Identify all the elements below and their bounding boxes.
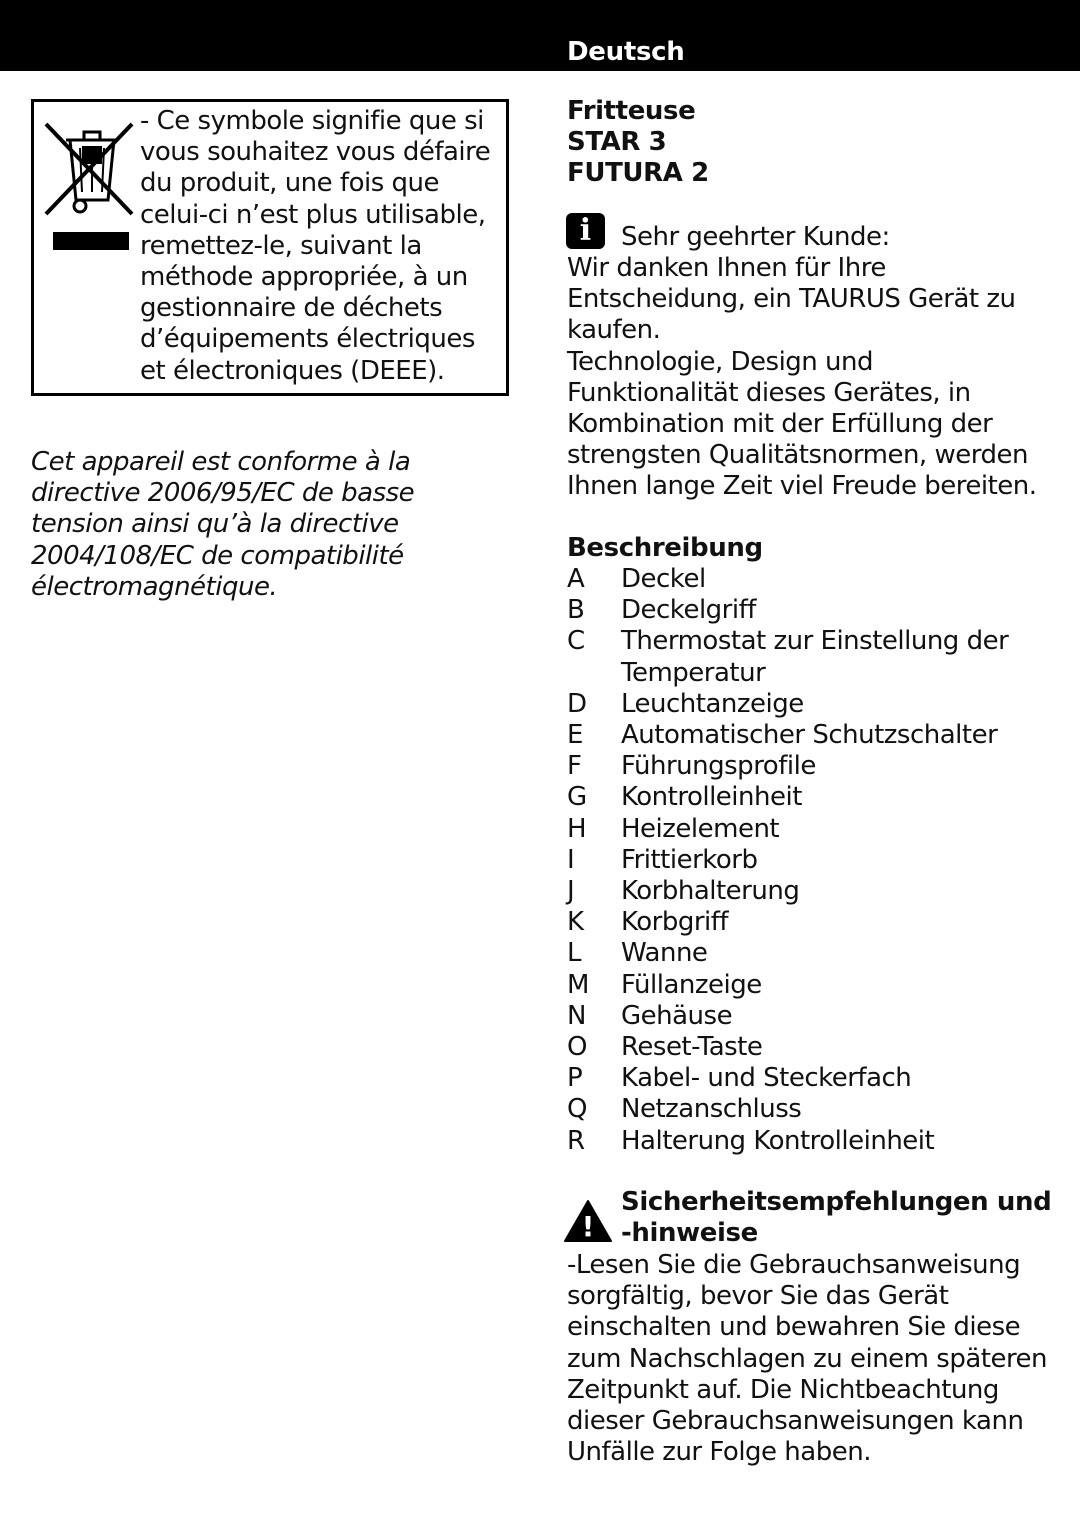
list-item bbox=[567, 689, 1067, 720]
list-item bbox=[567, 907, 1067, 938]
part-letter: E bbox=[567, 720, 583, 751]
list-item bbox=[567, 1063, 1067, 1094]
language-title: Deutsch bbox=[567, 37, 685, 67]
part-description: Deckel bbox=[621, 564, 706, 594]
part-letter: I bbox=[567, 844, 575, 875]
part-description: Gehäuse bbox=[621, 1000, 733, 1031]
part-letter: C bbox=[567, 626, 585, 657]
list-item bbox=[567, 782, 1067, 813]
list-item bbox=[567, 814, 1067, 845]
part-description: Netzanschluss bbox=[621, 1094, 802, 1125]
list-item bbox=[567, 876, 1067, 907]
list-item bbox=[567, 595, 1067, 626]
part-letter: P bbox=[567, 1063, 583, 1094]
list-item bbox=[567, 1094, 1067, 1125]
part-letter: N bbox=[567, 1000, 586, 1031]
list-item bbox=[567, 845, 1067, 876]
part-description: Thermostat zur Einstellung der Temperatur bbox=[621, 626, 1009, 688]
part-description: Korbhalterung bbox=[621, 876, 800, 907]
list-item bbox=[567, 1001, 1067, 1032]
product-model-1: STAR 3 bbox=[567, 127, 667, 158]
list-item bbox=[567, 938, 1067, 969]
part-letter: J bbox=[567, 876, 575, 907]
part-description: Leuchtanzeige bbox=[621, 688, 804, 719]
warning-triangle-icon bbox=[563, 1199, 613, 1243]
part-description: Deckelgriff bbox=[621, 595, 756, 626]
part-description: Frittierkorb bbox=[621, 844, 758, 875]
safety-paragraph: -Lesen Sie die Gebrauchsanweisung sorgfältig, bevor Sie das Gerät einschalten und bewahren Sie diese zum Nachschlagen zu einem späteren Zeitpunkt auf. Die Nichtbeachtung dieser Gebrauchsanweisungen kann Unfälle zur Folge haben. bbox=[567, 1250, 1048, 1468]
greeting: Sehr geehrter Kunde: bbox=[621, 222, 890, 252]
part-letter: K bbox=[567, 907, 584, 938]
part-description: Reset-Taste bbox=[621, 1032, 763, 1063]
part-description: Führungsprofile bbox=[621, 751, 816, 782]
part-description: Kontrolleinheit bbox=[621, 782, 802, 813]
list-item bbox=[567, 1126, 1067, 1157]
product-model-2: FUTURA 2 bbox=[567, 158, 709, 189]
part-letter: Q bbox=[567, 1094, 587, 1125]
weee-description: - Ce symbole signifie que si vous souhaitez vous défaire du produit, une fois que celui-ci n’est plus utilisable, remettez-le, suivant la méthode appropriée, à un gestionnaire de déchets d’équipements électriques et électroniques (DEEE). bbox=[140, 106, 491, 386]
part-description: Füllanzeige bbox=[621, 969, 762, 1000]
info-icon bbox=[566, 213, 605, 249]
warning-icon-glyph: ! bbox=[581, 1210, 595, 1243]
list-item bbox=[567, 626, 1067, 688]
part-letter: D bbox=[567, 688, 587, 719]
part-description: Heizelement bbox=[621, 813, 780, 844]
header-bar bbox=[0, 0, 1080, 71]
compliance-statement: Cet appareil est conforme à la directive 2006/95/EC de basse tension ainsi qu’à la directive 2004/108/EC de compatibilité électromagnétique. bbox=[31, 447, 415, 602]
part-letter: H bbox=[567, 813, 587, 844]
crossed-out-wheelie-bin-icon bbox=[40, 118, 136, 218]
part-letter: G bbox=[567, 782, 587, 813]
intro-paragraph: Wir danken Ihnen für Ihre Entscheidung, ein TAURUS Gerät zu kaufen. Technologie, Design und Funktionalität dieses Gerätes, in Kombination mit der Erfüllung der strengsten Qualitätsnormen, werden Ihnen lange Zeit viel Freude bereiten. bbox=[567, 253, 1037, 502]
part-description: Wanne bbox=[621, 938, 708, 969]
part-description: Halterung Kontrolleinheit bbox=[621, 1125, 935, 1156]
part-letter: M bbox=[567, 969, 589, 1000]
list-item bbox=[567, 751, 1067, 782]
info-icon-glyph: i bbox=[579, 213, 592, 248]
part-letter: B bbox=[567, 595, 585, 626]
description-heading: Beschreibung bbox=[567, 533, 763, 563]
list-item bbox=[567, 970, 1067, 1001]
parts-list bbox=[567, 564, 1067, 1157]
part-description: Automatischer Schutzschalter bbox=[621, 720, 998, 751]
list-item bbox=[567, 720, 1067, 751]
list-item bbox=[567, 564, 1067, 595]
product-title bbox=[567, 96, 709, 190]
part-letter: L bbox=[567, 938, 581, 969]
product-type: Fritteuse bbox=[567, 96, 696, 126]
weee-underline-bar bbox=[53, 232, 129, 250]
part-description: Korbgriff bbox=[621, 907, 729, 938]
part-description: Kabel- und Steckerfach bbox=[621, 1063, 912, 1094]
safety-heading: Sicherheitsempfehlungen und -hinweise bbox=[621, 1187, 1052, 1249]
part-letter: O bbox=[567, 1032, 587, 1063]
part-letter: A bbox=[567, 564, 585, 594]
list-item bbox=[567, 1032, 1067, 1063]
part-letter: F bbox=[567, 751, 582, 782]
part-letter: R bbox=[567, 1125, 585, 1156]
